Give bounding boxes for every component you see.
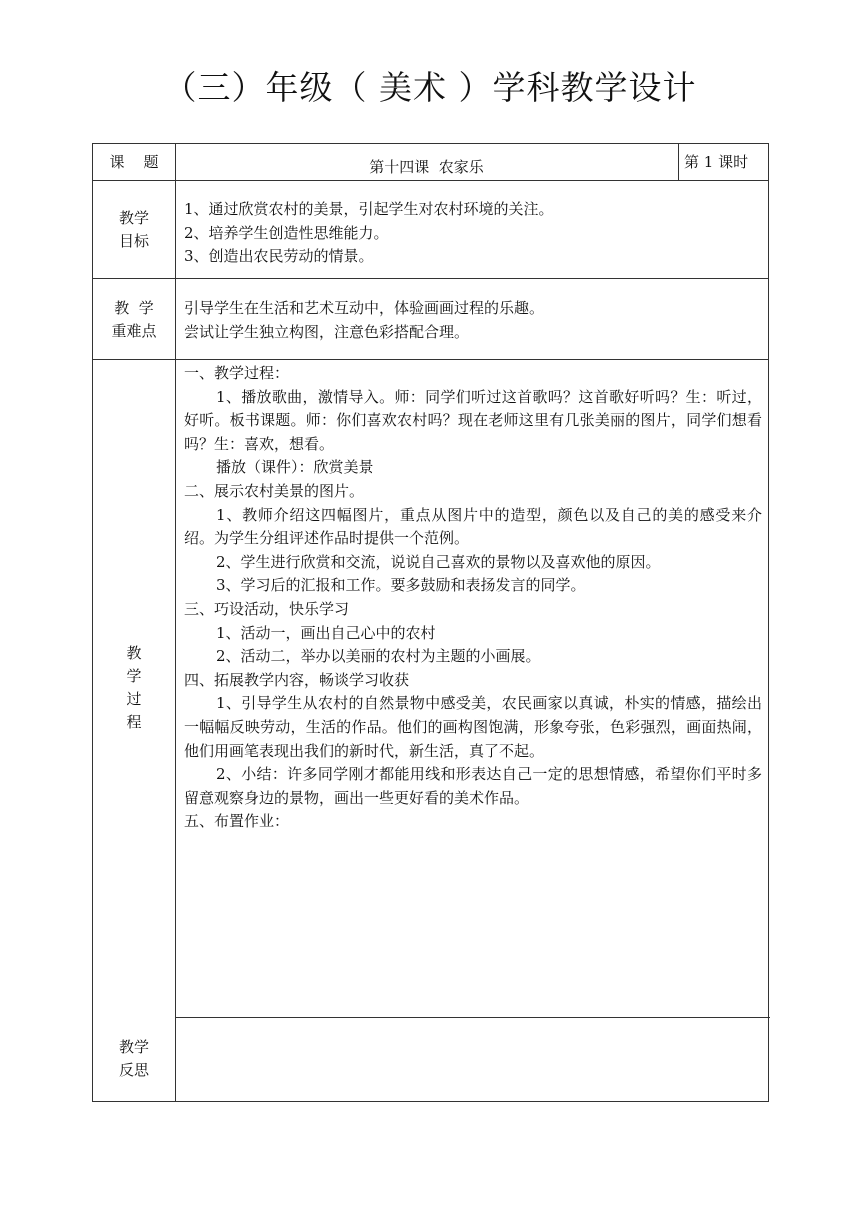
lesson-title-label: 课 题 xyxy=(109,153,159,171)
reflection-label-line-2: 反思 xyxy=(118,1061,149,1079)
reflection-label-line-1: 教学 xyxy=(118,1038,149,1056)
process-label-char: 过 xyxy=(126,690,142,708)
process-paragraph: 2、活动二，举办以美丽的农村为主题的小画展。 xyxy=(216,647,541,666)
lesson-plan-table xyxy=(92,143,769,1102)
period-column-divider xyxy=(678,144,679,180)
goals-label-line-2: 目标 xyxy=(118,232,149,250)
goal-item: 2、培养学生创造性思维能力。 xyxy=(184,223,389,242)
process-paragraph: 1、活动一，画出自己心中的农村 xyxy=(216,623,436,642)
section-heading: 三、巧设活动，快乐学习 xyxy=(184,599,350,618)
section-heading: 一、教学过程： xyxy=(184,364,290,382)
lesson-title: 第十四课 农家乐 xyxy=(369,158,484,176)
process-label xyxy=(93,642,175,734)
row-divider-keypoints xyxy=(93,359,768,360)
process-content xyxy=(184,362,762,834)
goals-label xyxy=(93,207,175,253)
process-label-char: 学 xyxy=(126,667,142,685)
keypoints-label xyxy=(93,297,175,343)
keypoint-item: 尝试让学生独立构图，注意色彩搭配合理。 xyxy=(184,322,470,341)
lesson-period: 第 1 课时 xyxy=(684,153,749,171)
reflection-content xyxy=(176,1018,769,1101)
goals-content xyxy=(184,198,764,269)
reflection-label xyxy=(93,1036,175,1082)
section-heading: 四、拓展教学内容，畅谈学习收获 xyxy=(184,670,410,689)
goal-item: 1、通过欣赏农村的美景，引起学生对农村环境的关注。 xyxy=(184,200,554,218)
process-paragraph: 2、学生进行欣赏和交流，说说自己喜欢的景物以及喜欢他的原因。 xyxy=(216,552,661,571)
section-heading: 二、展示农村美景的图片。 xyxy=(184,481,365,500)
goals-label-line-1: 教学 xyxy=(118,209,149,227)
process-paragraph: 1、教师介绍这四幅图片，重点从图片中的造型，颜色以及自己的美的感受来介绍。为学生分组评述作品时提供一个范例。 xyxy=(184,505,762,548)
keypoints-label-line-1: 教 学 xyxy=(114,299,154,317)
process-label-char: 教 xyxy=(126,644,142,662)
page-title: （三）年级（ 美术 ）学科教学设计 xyxy=(163,68,697,107)
row-divider-header xyxy=(93,180,768,181)
row-divider-goals xyxy=(93,278,768,279)
process-paragraph: 1、引导学生从农村的自然景物中感受美，农民画家以真诚，朴实的情感，描绘出一幅幅反映劳动，生活的作品。他们的画构图饱满，形象夸张，色彩强烈，画面热闹，他们用画笔表现出我们的新时代，新生活，真了不起。 xyxy=(184,694,762,760)
process-paragraph: 3、学习后的汇报和工作。要多鼓励和表扬发言的同学。 xyxy=(216,576,586,595)
process-paragraph: 播放（课件）：欣赏美景 xyxy=(216,458,374,477)
section-heading: 五、布置作业： xyxy=(184,812,290,831)
process-label-char: 程 xyxy=(126,713,142,731)
keypoints-label-line-2: 重难点 xyxy=(111,322,157,340)
process-paragraph: 2、小结：许多同学刚才都能用线和形表达自己一定的思想情感，希望你们平时多留意观察身边的景物，画出一些更好看的美术作品。 xyxy=(184,765,762,807)
process-paragraph: 1、播放歌曲，激情导入。师：同学们听过这首歌吗？这首歌好听吗？生：听过，好听。板书课题。师：你们喜欢农村吗？现在老师这里有几张美丽的图片，同学们想看吗？生：喜欢，想看。 xyxy=(184,387,762,453)
goal-item: 3、创造出农民劳动的情景。 xyxy=(184,247,374,266)
keypoints-content xyxy=(184,297,764,344)
label-column-divider xyxy=(175,144,176,1102)
keypoint-item: 引导学生在生活和艺术互动中，体验画画过程的乐趣。 xyxy=(184,299,545,317)
